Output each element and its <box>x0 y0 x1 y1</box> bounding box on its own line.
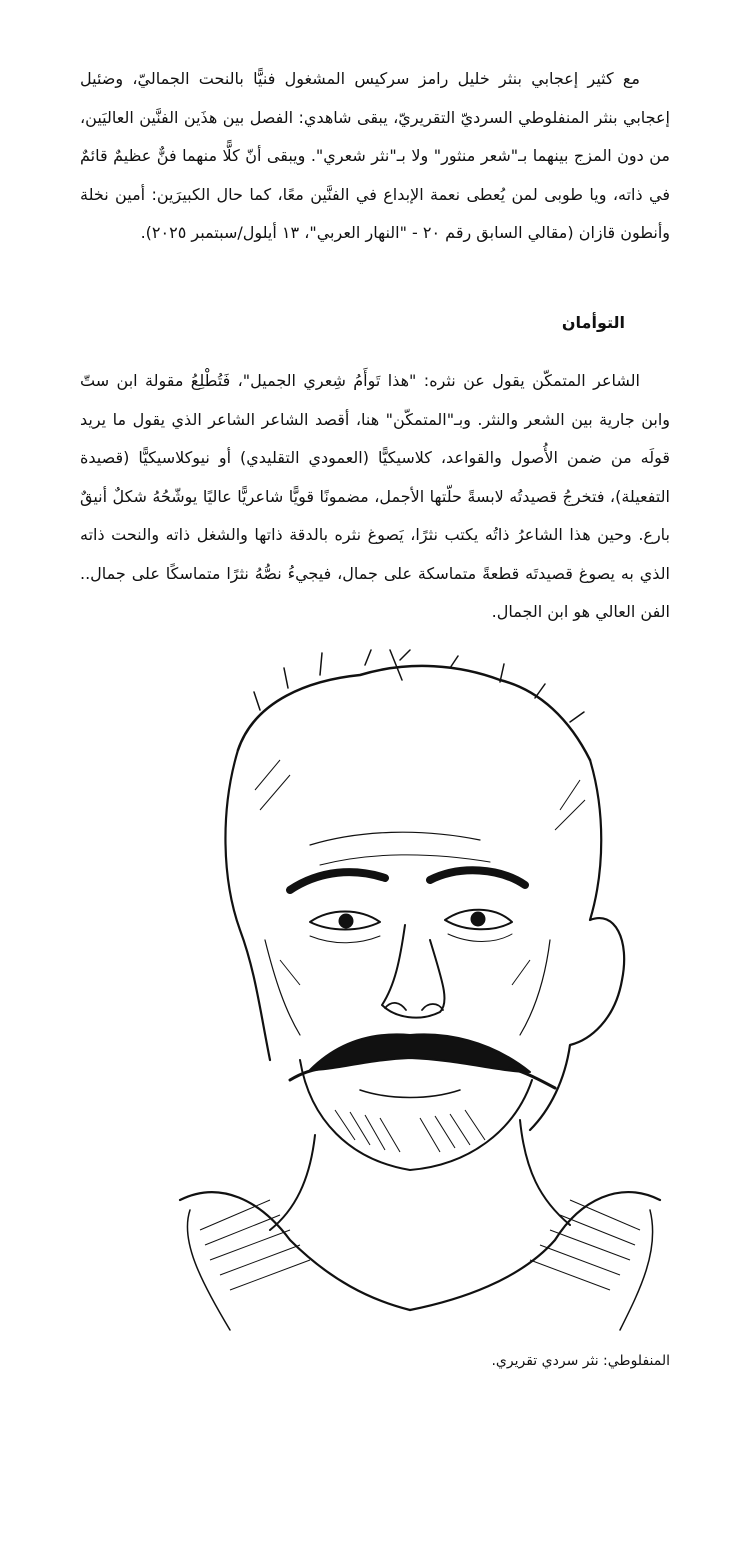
section-heading: التوأمان <box>561 313 625 332</box>
image-caption: المنفلوطي: نثر سردي تقريري. <box>491 1353 670 1369</box>
paragraph-twins: الشاعر المتمكّن يقول عن نثره: "هذا تَوأَمُ شِعري الجميل"، فَتُطْلِعُ مقولة ابن ستّ وابن جارية بين الشعر والنثر. وبـ"المتمكّن" هنا، أقصد الشاعر الشاعر الذي يقول ما يريد قولَه من ضمن الأُصول والقواعد، كلاسيكيًّا (العمودي التقليدي) أو نيوكلاسيكيًّا (قصيدة التفعيلة)، فتخرجُ قصيدتُه لابسةً حلّتها الأجمل، مضمونًا قويًّا شاعريًّا عاليًا يوشّحُهُ شكلٌ أنيقٌ بارع. وحين هذا الشاعرُ ذاتُه يكتب نثرًا، يَصوغ نثره بالدقة ذاتها والشغل ذاته والنحت ذاته الذي به يصوغ قصيدتَه قطعةً متماسكة على جمال، فيجيءُ نصُّهُ نثرًا متماسكًا على جمال.. الفن العالي هو ابن الجمال. <box>80 371 670 621</box>
paragraph-intro: مع كثير إعجابي بنثر خليل رامز سركيس المشغول فنيًّا بالنحت الجماليّ، وضئيل إعجابي بنثر المنفلوطي السرديّ التقريريّ، يبقى شاهدي: الفصل بين هذَين الفنَّين العاليَين، من دون المزج بينهما بـ"شعر منثور" ولا بـ"نثر شعري". ويبقى أنّ كلًّا منهما فنٌّ عظيمٌ قائمٌ في ذاته، ويا طوبى لمن يُعطى نعمة الإبداع في الفنَّين معًا، كما حال الكبيرَين: أمين نخلة وأنطون قازان (مقالي السابق رقم ٢٠ - "النهار العربي"، ١٣ أيلول/سبتمبر ٢٠٢٥). <box>80 69 670 242</box>
portrait-illustration <box>160 640 680 1340</box>
